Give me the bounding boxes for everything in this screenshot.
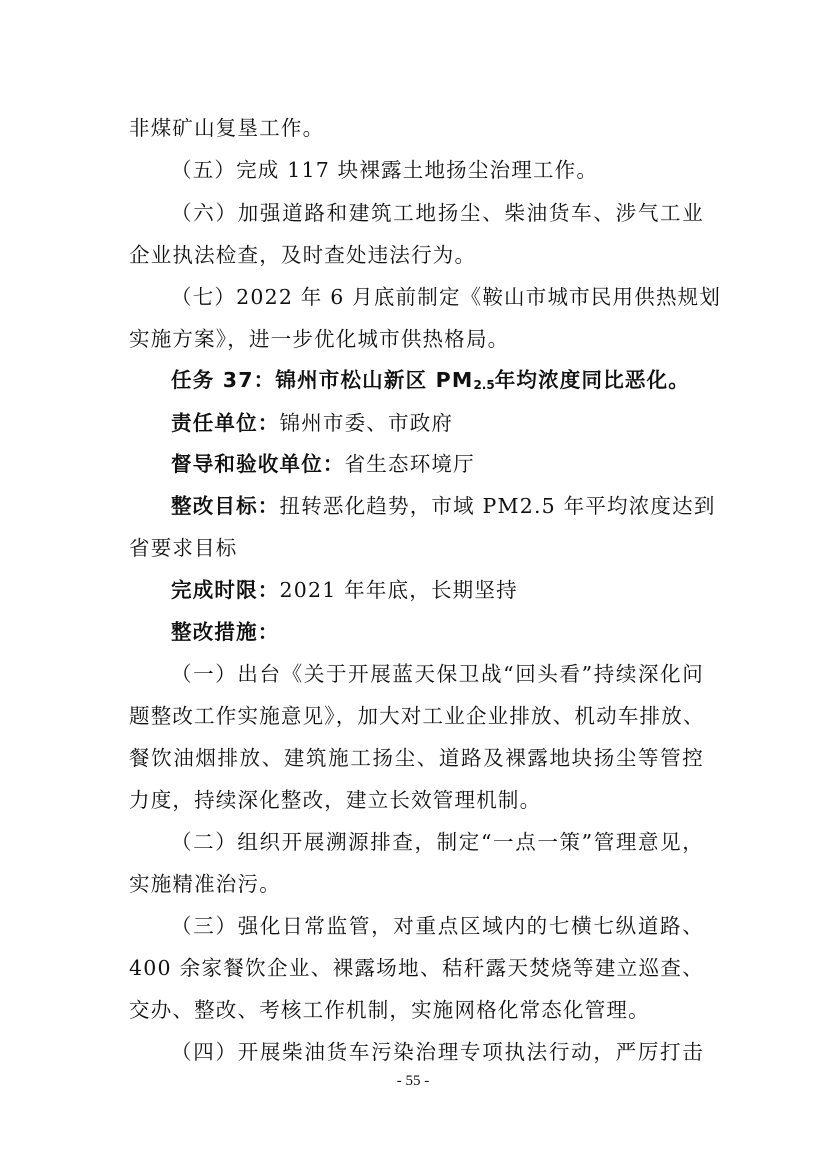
rectification-goal-value: 扭转恶化趋势，市域 PM2.5 年平均浓度达到 <box>279 494 716 518</box>
deadline-label: 完成时限： <box>171 578 280 602</box>
responsible-unit <box>171 409 704 437</box>
supervising-unit-label: 督导和验收单位： <box>171 452 345 476</box>
text-line: 题整改工作实施意见》，加大对工业企业排放、机动车排放、 <box>129 704 705 728</box>
text-line: 企业执法检查，及时查处违法行为。 <box>129 243 477 267</box>
text-line: 交办、整改、考核工作机制，实施网格化常态化管理。 <box>129 998 650 1022</box>
responsible-unit-value: 锦州市委、市政府 <box>279 411 454 435</box>
task-heading-text: 任务 37：锦州市松山新区 PM <box>171 368 474 392</box>
task-heading-text-end: 年均浓度同比恶化。 <box>494 368 691 392</box>
text-line: 实施方案》，进一步优化城市供热格局。 <box>129 327 510 351</box>
text-line: 非煤矿山复垦工作。 <box>129 116 325 140</box>
page-number: - 55 - <box>396 1073 430 1089</box>
text-line: 餐饮油烟排放、建筑施工扬尘、道路及裸露地块扬尘等管控 <box>129 746 704 770</box>
text-line: 省要求目标 <box>129 536 238 560</box>
text-line: （一）出台《关于开展蓝天保卫战“回头看”持续深化问 <box>171 662 704 686</box>
text-line: （三）强化日常监管，对重点区域内的七横七纵道路、 <box>171 914 704 938</box>
task-heading-subscript: 2.5 <box>473 378 495 392</box>
text-line: 实施精准治污。 <box>129 872 281 896</box>
text-line: （五）完成 117 块裸露土地扬尘治理工作。 <box>171 158 599 182</box>
text-line: 力度，持续深化整改，建立长效管理机制。 <box>129 788 542 812</box>
task-heading <box>171 366 704 399</box>
text-line: （七）2022 年 6 月底前制定《鞍山市城市民用供热规划 <box>171 285 722 309</box>
rectification-goal-label: 整改目标： <box>171 494 280 518</box>
text-line: 400 余家餐饮企业、裸露场地、秸秆露天焚烧等建立巡查、 <box>129 956 704 980</box>
supervising-unit <box>171 450 704 478</box>
text-line: （四）开展柴油货车污染治理专项执法行动，严厉打击 <box>171 1040 704 1064</box>
text-line: （六）加强道路和建筑工地扬尘、柴油货车、涉气工业 <box>171 201 704 225</box>
measures-label: 整改措施： <box>171 620 280 644</box>
text-line: （二）组织开展溯源排查，制定“一点一策”管理意见， <box>171 830 704 854</box>
deadline <box>171 576 704 604</box>
rectification-goal <box>171 492 716 520</box>
supervising-unit-value: 省生态环境厅 <box>344 452 475 476</box>
responsible-unit-label: 责任单位： <box>171 411 280 435</box>
deadline-value: 2021 年年底，长期坚持 <box>279 578 518 602</box>
